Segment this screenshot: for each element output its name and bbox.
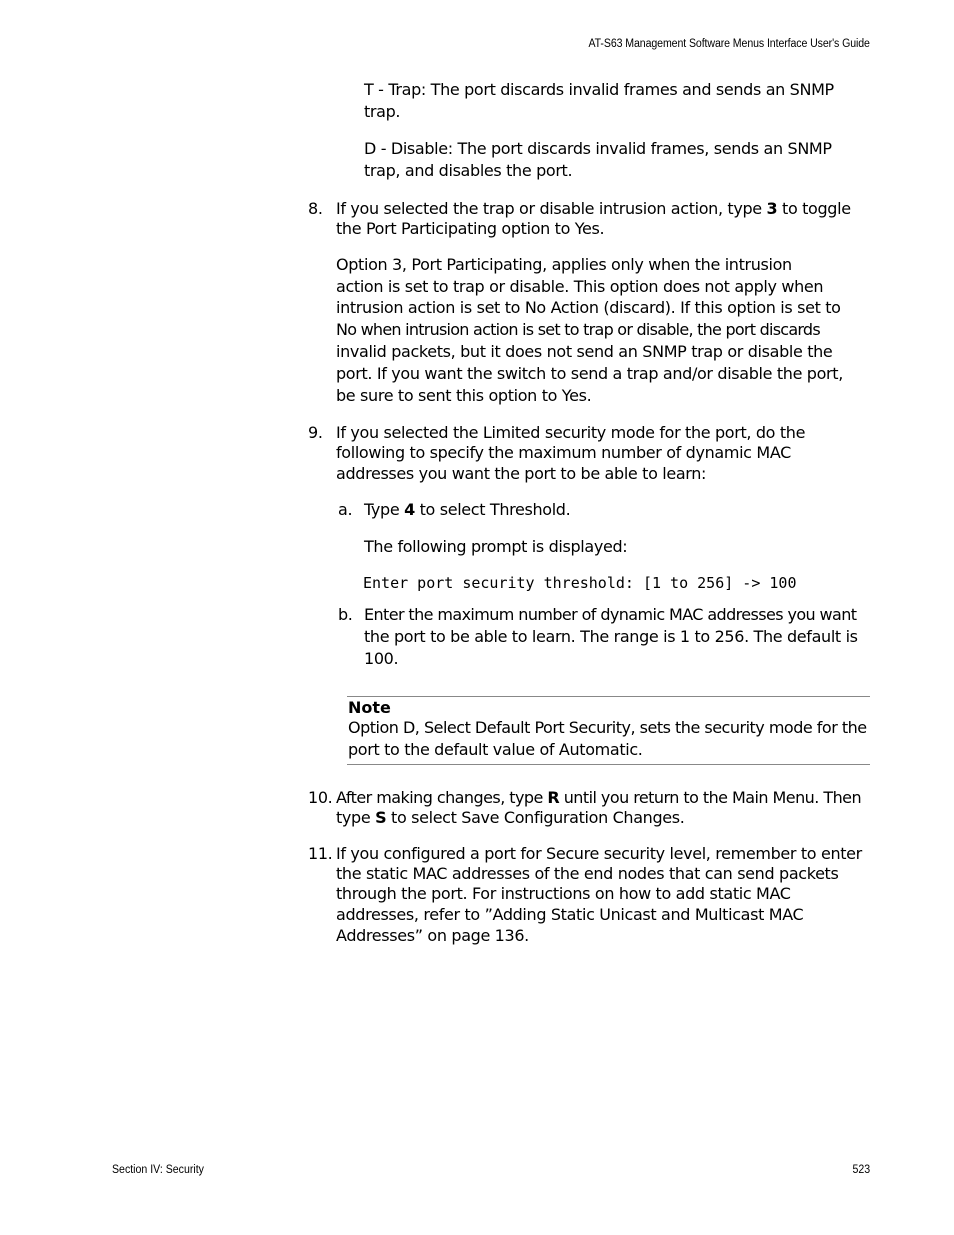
- step-11-line: the static MAC addresses of the end nodes that can send packets: [336, 864, 839, 883]
- step-11-number: 11.: [308, 844, 333, 863]
- step-8-line: If you selected the trap or disable intrusion action, type 3 to toggle: [336, 199, 851, 218]
- step-8-paragraph-line: be sure to sent this option to Yes.: [336, 386, 592, 405]
- step-11-line: Addresses” on page 136.: [336, 926, 529, 945]
- footer-section: Section IV: Security: [112, 1164, 204, 1176]
- running-header: AT-S63 Management Software Menus Interface User's Guide: [588, 38, 870, 50]
- step-9-line: addresses you want the port to be able to learn:: [336, 464, 707, 483]
- step-8-number: 8.: [308, 199, 323, 218]
- step-11-line: addresses, refer to ”Adding Static Unicast and Multicast MAC: [336, 905, 804, 924]
- step-8-paragraph-line: intrusion action is set to No Action (discard). If this option is set to: [336, 298, 841, 317]
- step-8-line: the Port Participating option to Yes.: [336, 219, 605, 238]
- substep-a-label: a.: [338, 500, 353, 519]
- step-10-line: After making changes, type R until you return to the Main Menu. Then: [336, 788, 862, 807]
- step-8-paragraph-line: port. If you want the switch to send a trap and/or disable the port,: [336, 364, 843, 383]
- substep-b-line: the port to be able to learn. The range is 1 to 256. The default is: [364, 627, 858, 646]
- step-11-line: through the port. For instructions on how to add static MAC: [336, 884, 791, 903]
- substep-b-label: b.: [338, 605, 353, 624]
- step-8-paragraph-line: No when intrusion action is set to trap or disable, the port discards: [336, 320, 820, 339]
- disable-description-line: D - Disable: The port discards invalid frames, sends an SNMP: [364, 139, 832, 158]
- step-8-paragraph-line: invalid packets, but it does not send an SNMP trap or disable the: [336, 342, 833, 361]
- note-line: port to the default value of Automatic.: [348, 740, 643, 759]
- note-top-rule: [347, 696, 870, 697]
- step-8-paragraph-line: Option 3, Port Participating, applies only when the intrusion: [336, 255, 792, 274]
- trap-description-line: T - Trap: The port discards invalid frames and sends an SNMP: [364, 80, 834, 99]
- step-10-line: type S to select Save Configuration Changes.: [336, 808, 685, 827]
- step-9-line: If you selected the Limited security mode for the port, do the: [336, 423, 806, 442]
- step-10-number: 10.: [308, 788, 333, 807]
- trap-description-line: trap.: [364, 102, 401, 121]
- step-9-number: 9.: [308, 423, 323, 442]
- prompt-intro: The following prompt is displayed:: [364, 537, 628, 556]
- note-title: Note: [348, 698, 391, 717]
- substep-b-line: 100.: [364, 649, 399, 668]
- disable-description-line: trap, and disables the port.: [364, 161, 573, 180]
- prompt-code: Enter port security threshold: [1 to 256] -> 100: [363, 574, 797, 592]
- note-bottom-rule: [347, 764, 870, 765]
- substep-b-line: Enter the maximum number of dynamic MAC addresses you want: [364, 605, 857, 624]
- step-11-line: If you configured a port for Secure security level, remember to enter: [336, 844, 862, 863]
- step-8-paragraph-line: action is set to trap or disable. This option does not apply when: [336, 277, 824, 296]
- substep-a-text: Type 4 to select Threshold.: [364, 500, 571, 519]
- page-number: 523: [852, 1164, 870, 1176]
- note-line: Option D, Select Default Port Security, sets the security mode for the: [348, 718, 867, 737]
- step-9-line: following to specify the maximum number of dynamic MAC: [336, 443, 791, 462]
